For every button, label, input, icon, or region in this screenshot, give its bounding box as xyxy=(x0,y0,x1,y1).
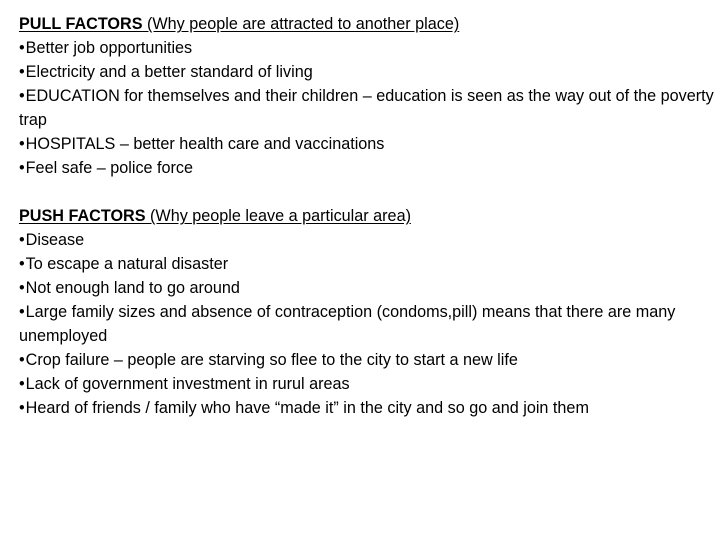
bullet-icon: • xyxy=(19,399,25,417)
bullet-icon: • xyxy=(19,231,25,249)
list-item-text: EDUCATION for themselves and their children – education is seen as the way out of the poverty trap xyxy=(19,87,714,129)
bullet-icon: • xyxy=(19,135,25,153)
push-factors-list xyxy=(19,228,715,420)
list-item-text: Large family sizes and absence of contraception (condoms,pill) means that there are many unemployed xyxy=(19,303,676,345)
bullet-icon: • xyxy=(19,39,25,57)
push-factors-title: PUSH FACTORS xyxy=(19,207,146,225)
list-item xyxy=(19,276,715,300)
list-item xyxy=(19,228,715,252)
pull-factors-list xyxy=(19,36,715,180)
pull-factors-section xyxy=(19,12,715,180)
list-item xyxy=(19,84,715,132)
list-item-text: Feel safe – police force xyxy=(25,159,194,177)
push-factors-subtitle: (Why people leave a particular area) xyxy=(145,207,411,225)
bullet-icon: • xyxy=(19,159,25,177)
list-item-text: HOSPITALS – better health care and vaccinations xyxy=(25,135,385,153)
list-item-text: Heard of friends / family who have “made it” in the city and so go and join them xyxy=(25,399,589,417)
list-item xyxy=(19,132,715,156)
list-item xyxy=(19,252,715,276)
list-item xyxy=(19,60,715,84)
pull-factors-heading xyxy=(19,12,715,36)
bullet-icon: • xyxy=(19,87,25,105)
bullet-icon: • xyxy=(19,255,25,273)
list-item-text: Disease xyxy=(25,231,85,249)
list-item xyxy=(19,372,715,396)
list-item xyxy=(19,396,715,420)
push-factors-section xyxy=(19,204,715,420)
list-item-text: Lack of government investment in rurul areas xyxy=(25,375,350,393)
list-item-text: Better job opportunities xyxy=(25,39,193,57)
list-item xyxy=(19,156,715,180)
list-item-text: Electricity and a better standard of living xyxy=(25,63,313,81)
list-item xyxy=(19,348,715,372)
list-item-text: Crop failure – people are starving so flee to the city to start a new life xyxy=(25,351,518,369)
list-item-text: To escape a natural disaster xyxy=(25,255,229,273)
bullet-icon: • xyxy=(19,375,25,393)
push-factors-heading xyxy=(19,204,715,228)
list-item xyxy=(19,36,715,60)
bullet-icon: • xyxy=(19,303,25,321)
list-item-text: Not enough land to go around xyxy=(25,279,240,297)
list-item xyxy=(19,300,715,348)
bullet-icon: • xyxy=(19,279,25,297)
pull-factors-subtitle: (Why people are attracted to another place) xyxy=(142,15,460,33)
bullet-icon: • xyxy=(19,63,25,81)
pull-factors-title: PULL FACTORS xyxy=(19,15,143,33)
bullet-icon: • xyxy=(19,351,25,369)
slide-content xyxy=(19,12,715,420)
